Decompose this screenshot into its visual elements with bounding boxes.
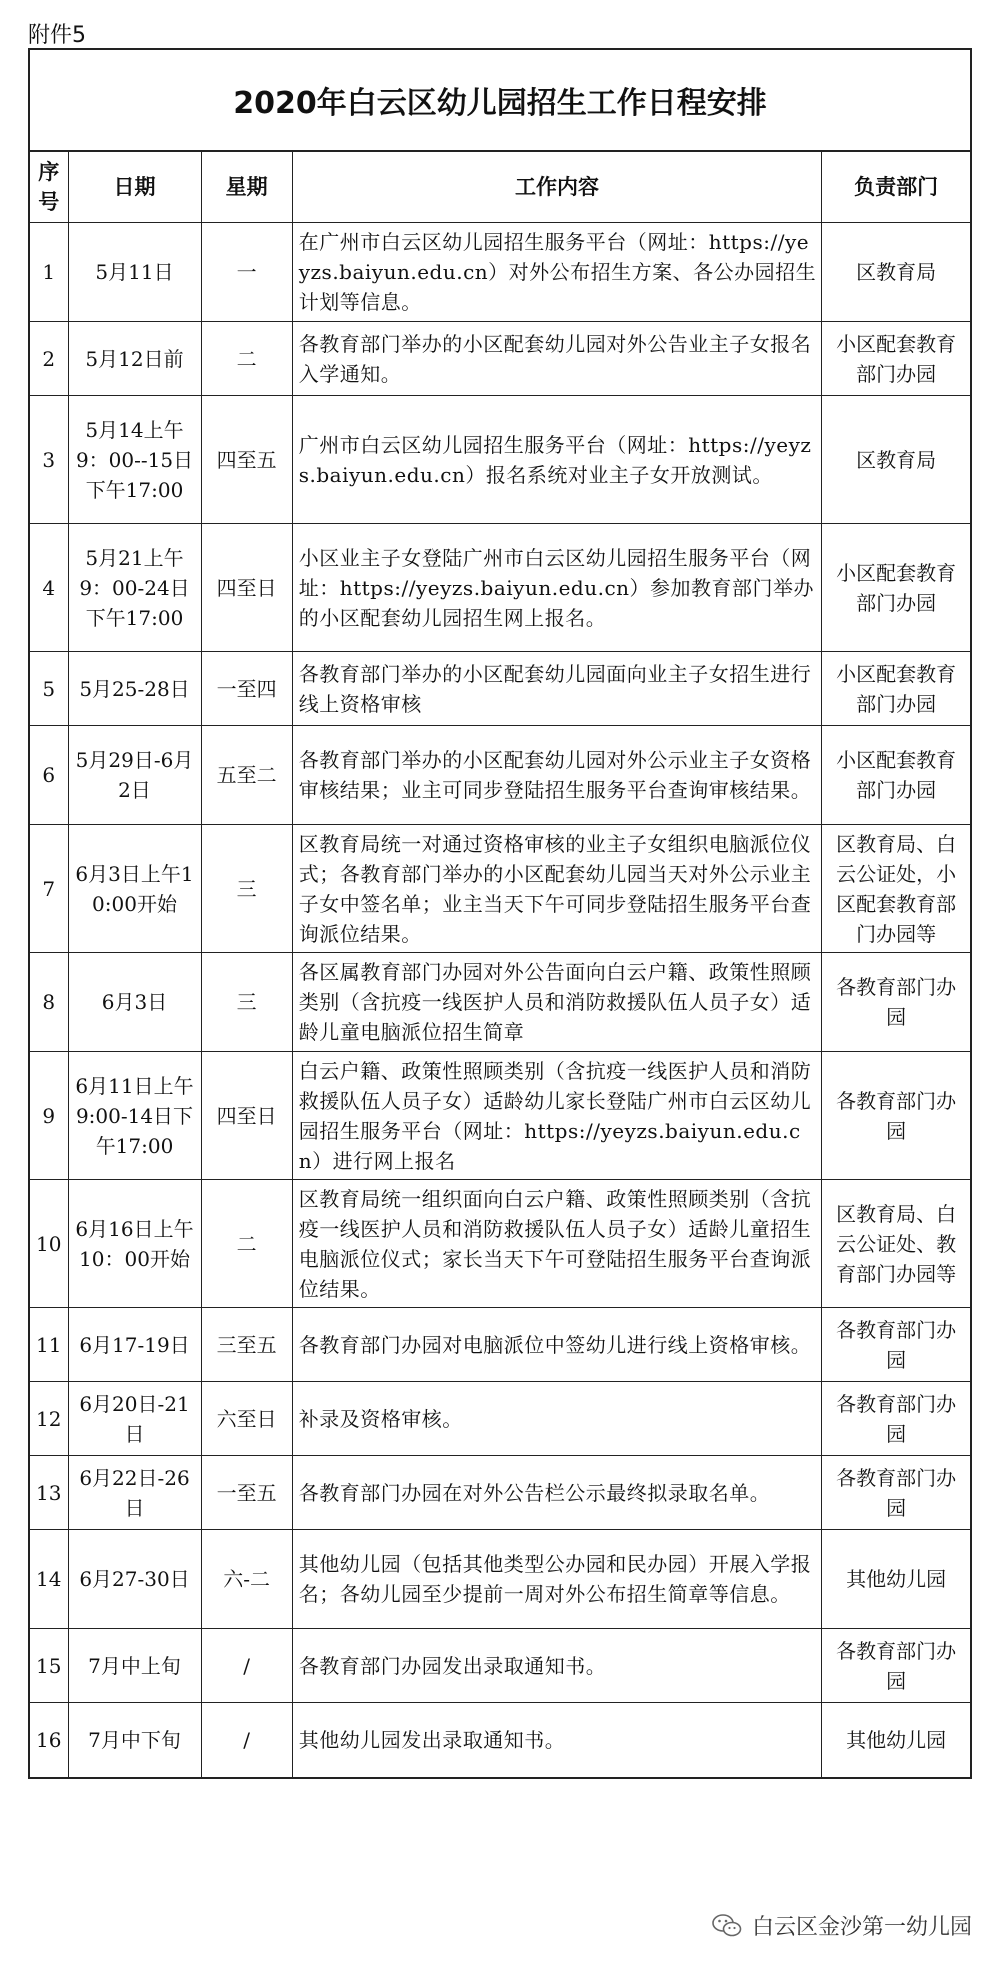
row-index: 11 [30,1308,68,1382]
table-row [30,1180,970,1308]
row-index: 1 [30,223,68,322]
row-date: 5月29日-6月2日 [68,726,201,825]
row-date: 6月27-30日 [68,1530,201,1629]
table-row [30,396,970,524]
row-content: 各教育部门举办的小区配套幼儿园对外公告业主子女报名入学通知。 [292,322,822,396]
row-content: 区教育局统一组织面向白云户籍、政策性照顾类别（含抗疫一线医护人员和消防救援队伍人员子女）适龄儿童招生电脑派位仪式；家长当天下午可登陆招生服务平台查询派位结果。 [292,1180,822,1308]
row-content: 各教育部门办园发出录取通知书。 [292,1629,822,1703]
schedule-sheet [28,48,972,1779]
row-index: 16 [30,1703,68,1777]
row-date: 5月21上午9：00-24日下午17:00 [68,524,201,652]
row-department: 各教育部门办园 [822,953,970,1052]
row-index: 3 [30,396,68,524]
row-department: 小区配套教育部门办园 [822,726,970,825]
row-weekday: 四至五 [201,396,292,524]
header-content: 工作内容 [292,152,822,223]
row-department: 各教育部门办园 [822,1382,970,1456]
wechat-watermark [712,1910,972,1941]
table-row [30,726,970,825]
row-date: 5月12日前 [68,322,201,396]
row-weekday: 六至日 [201,1382,292,1456]
row-department: 各教育部门办园 [822,1052,970,1180]
row-index: 2 [30,322,68,396]
row-date: 7月中上旬 [68,1629,201,1703]
row-weekday: 二 [201,322,292,396]
row-content: 各区属教育部门办园对外公告面向白云户籍、政策性照顾类别（含抗疫一线医护人员和消防救援队伍人员子女）适龄儿童电脑派位招生简章 [292,953,822,1052]
table-row [30,1456,970,1530]
row-content: 小区业主子女登陆广州市白云区幼儿园招生服务平台（网址：https://yeyzs.baiyun.edu.cn）参加教育部门举办的小区配套幼儿园招生网上报名。 [292,524,822,652]
row-weekday: 六-二 [201,1530,292,1629]
row-department: 区教育局 [822,396,970,524]
row-department: 区教育局、白云公证处、教育部门办园等 [822,1180,970,1308]
row-department: 各教育部门办园 [822,1456,970,1530]
row-content: 白云户籍、政策性照顾类别（含抗疫一线医护人员和消防救援队伍人员子女）适龄幼儿家长登陆广州市白云区幼儿园招生服务平台（网址：https://yeyzs.baiyun.edu.cn）进行网上报名 [292,1052,822,1180]
row-department: 其他幼儿园 [822,1530,970,1629]
row-weekday: 三至五 [201,1308,292,1382]
header-index: 序号 [30,152,68,223]
row-date: 6月16日上午10：00开始 [68,1180,201,1308]
row-department: 小区配套教育部门办园 [822,322,970,396]
row-content: 区教育局统一对通过资格审核的业主子女组织电脑派位仪式；各教育部门举办的小区配套幼儿园当天对外公示业主子女中签名单；业主当天下午可同步登陆招生服务平台查询派位结果。 [292,825,822,953]
row-date: 5月14上午9：00--15日下午17:00 [68,396,201,524]
row-weekday: 一至四 [201,652,292,726]
row-index: 12 [30,1382,68,1456]
row-date: 6月3日 [68,953,201,1052]
row-index: 5 [30,652,68,726]
row-content: 补录及资格审核。 [292,1382,822,1456]
row-content: 各教育部门举办的小区配套幼儿园对外公示业主子女资格审核结果；业主可同步登陆招生服务平台查询审核结果。 [292,726,822,825]
row-department: 区教育局、白云公证处，小区配套教育部门办园等 [822,825,970,953]
header-row [30,152,970,223]
row-weekday: 三 [201,825,292,953]
row-weekday: 一至五 [201,1456,292,1530]
row-weekday: 一 [201,223,292,322]
row-department: 区教育局 [822,223,970,322]
header-date: 日期 [68,152,201,223]
row-content: 各教育部门办园在对外公告栏公示最终拟录取名单。 [292,1456,822,1530]
row-index: 4 [30,524,68,652]
row-weekday: 四至日 [201,524,292,652]
row-department: 其他幼儿园 [822,1703,970,1777]
row-content: 各教育部门举办的小区配套幼儿园面向业主子女招生进行线上资格审核 [292,652,822,726]
table-row [30,1382,970,1456]
schedule-body [30,223,970,1777]
row-content: 广州市白云区幼儿园招生服务平台（网址：https://yeyzs.baiyun.edu.cn）报名系统对业主子女开放测试。 [292,396,822,524]
table-row [30,1629,970,1703]
table-row [30,322,970,396]
header-department: 负责部门 [822,152,970,223]
table-row [30,1308,970,1382]
row-date: 6月11日上午9:00-14日下午17:00 [68,1052,201,1180]
row-weekday: / [201,1629,292,1703]
row-weekday: 五至二 [201,726,292,825]
header-weekday: 星期 [201,152,292,223]
row-index: 13 [30,1456,68,1530]
row-date: 6月22日-26日 [68,1456,201,1530]
row-department: 小区配套教育部门办园 [822,524,970,652]
row-date: 6月17-19日 [68,1308,201,1382]
row-content: 各教育部门办园对电脑派位中签幼儿进行线上资格审核。 [292,1308,822,1382]
row-date: 5月25-28日 [68,652,201,726]
row-index: 14 [30,1530,68,1629]
row-content: 在广州市白云区幼儿园招生服务平台（网址：https://yeyzs.baiyun.edu.cn）对外公布招生方案、各公办园招生计划等信息。 [292,223,822,322]
account-name: 白云区金沙第一幼儿园 [751,1915,972,1940]
table-row [30,1052,970,1180]
row-content: 其他幼儿园（包括其他类型公办园和民办园）开展入学报名；各幼儿园至少提前一周对外公布招生简章等信息。 [292,1530,822,1629]
row-index: 10 [30,1180,68,1308]
row-index: 8 [30,953,68,1052]
table-row [30,953,970,1052]
attachment-label: 附件5 [28,23,86,48]
row-index: 15 [30,1629,68,1703]
row-weekday: 三 [201,953,292,1052]
row-department: 各教育部门办园 [822,1629,970,1703]
row-weekday: 二 [201,1180,292,1308]
page-title: 2020年白云区幼儿园招生工作日程安排 [30,50,970,152]
table-row [30,652,970,726]
table-row [30,524,970,652]
wechat-icon [712,1913,742,1939]
row-weekday: / [201,1703,292,1777]
row-date: 7月中下旬 [68,1703,201,1777]
row-department: 小区配套教育部门办园 [822,652,970,726]
table-row [30,223,970,322]
row-index: 6 [30,726,68,825]
table-row [30,1530,970,1629]
schedule-table [30,152,970,1777]
row-index: 7 [30,825,68,953]
row-date: 6月3日上午10:00开始 [68,825,201,953]
row-weekday: 四至日 [201,1052,292,1180]
row-content: 其他幼儿园发出录取通知书。 [292,1703,822,1777]
row-date: 5月11日 [68,223,201,322]
table-row [30,825,970,953]
row-department: 各教育部门办园 [822,1308,970,1382]
row-index: 9 [30,1052,68,1180]
row-date: 6月20日-21日 [68,1382,201,1456]
table-row [30,1703,970,1777]
